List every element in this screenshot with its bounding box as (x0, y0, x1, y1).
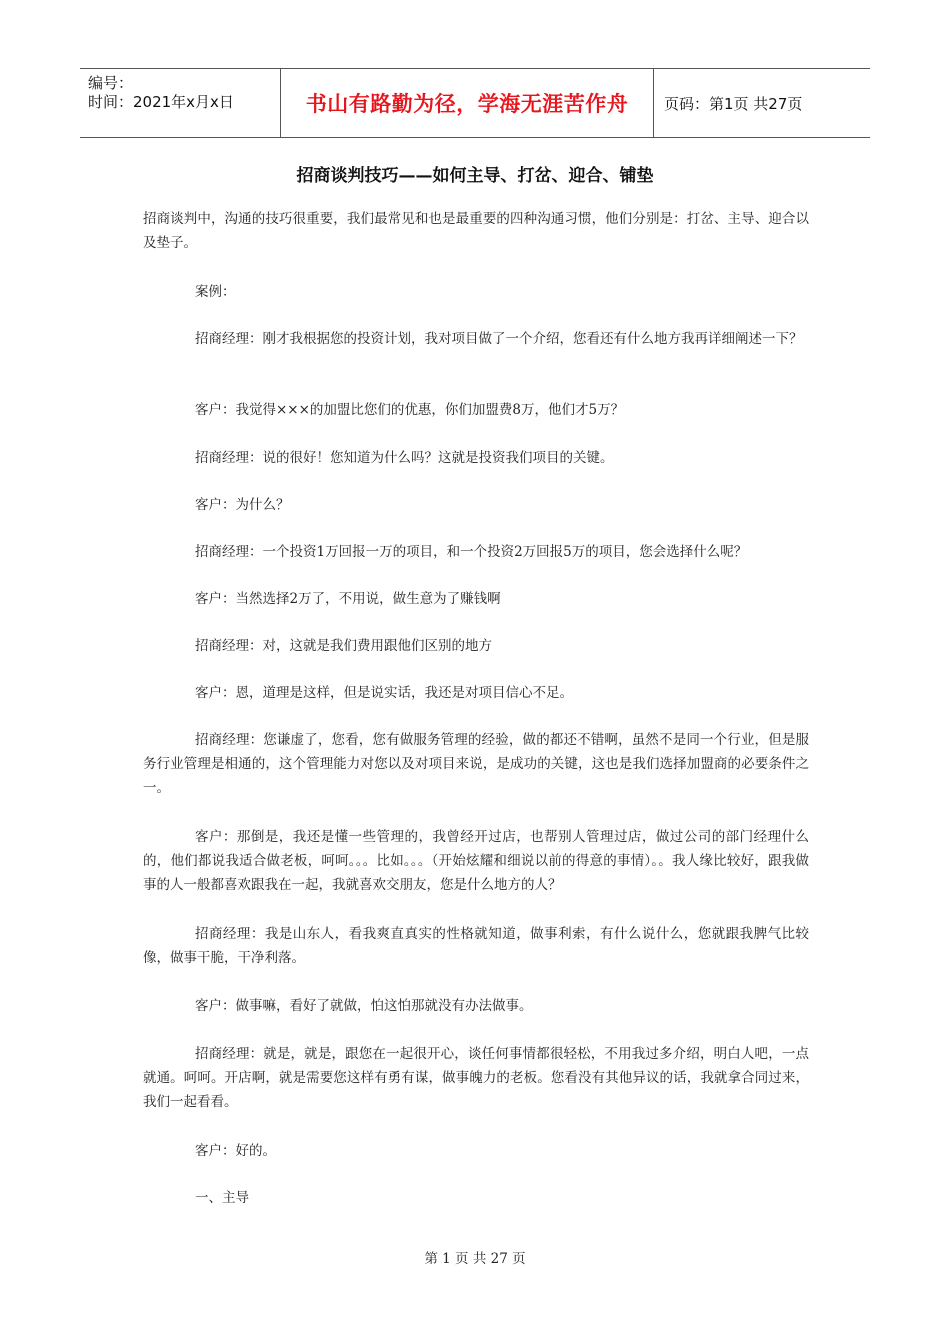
document-header (80, 68, 870, 138)
dialogue-paragraph: 客户：为什么？ (195, 497, 290, 513)
dialogue-paragraph: 招商经理：一个投资1万回报一万的项目，和一个投资2万回报5万的项目，您会选择什么呢？ (195, 544, 748, 560)
dialogue-paragraph: 招商经理：对，这就是我们费用跟他们区别的地方 (195, 638, 492, 654)
dialogue-paragraph: 招商经理：您谦虚了，您看，您有做服务管理的经验，做的都还不错啊，虽然不是同一个行业，但是服务行业管理是相通的，这个管理能力对您以及对项目来说，是成功的关键，这也是我们选择加盟商的必要条件之一。 (143, 732, 809, 796)
header-motto-cell (281, 69, 654, 137)
page-footer: 第 1 页 共 27 页 (424, 1251, 526, 1267)
dialogue-paragraph: 客户：那倒是，我还是懂一些管理的，我曾经开过店，也帮别人管理过店，做过公司的部门经理什么的，他们都说我适合做老板，呵呵。。。比如。。。（开始炫耀和细说以前的得意的事情）。。我人缘比较好，跟我做事的人一般都喜欢跟我在一起，我就喜欢交朋友，您是什么地方的人？ (143, 829, 809, 893)
dialogue-paragraph: 招商经理：刚才我根据您的投资计划，我对项目做了一个介绍，您看还有什么地方我再详细阐述一下？ (195, 331, 803, 347)
document-title: 招商谈判技巧——如何主导、打岔、迎合、铺垫 (296, 166, 654, 186)
dialogue-paragraph: 招商经理：说的很好！您知道为什么吗？这就是投资我们项目的关键。 (195, 450, 614, 466)
document-number-label: 编号： (88, 74, 134, 92)
header-meta-cell (80, 69, 281, 137)
dialogue-paragraph: 招商经理：我是山东人，看我爽直真实的性格就知道，做事利索，有什么说什么，您就跟我脾气比较像，做事干脆，干净利落。 (143, 926, 809, 966)
header-page-code: 页码：第1页 共27页 (664, 94, 803, 113)
document-date-label: 时间：2021年x月x日 (88, 93, 234, 111)
header-page-cell (654, 69, 870, 137)
case-heading: 案例： (195, 284, 236, 300)
dialogue-paragraph: 客户：好的。 (195, 1143, 276, 1159)
dialogue-paragraph: 招商经理：就是，就是，跟您在一起很开心，谈任何事情都很轻松，不用我过多介绍，明白人吧，一点就通。呵呵。开店啊，就是需要您这样有勇有谋，做事魄力的老板。您看没有其他异议的话，我就拿合同过来，我们一起看看。 (143, 1046, 809, 1110)
intro-paragraph: 招商谈判中，沟通的技巧很重要，我们最常见和也是最重要的四种沟通习惯，他们分别是：打岔、主导、迎合以及垫子。 (143, 211, 809, 251)
dialogue-paragraph: 客户：恩，道理是这样，但是说实话，我还是对项目信心不足。 (195, 685, 573, 701)
dialogue-paragraph: 客户：我觉得×××的加盟比您们的优惠，你们加盟费8万，他们才5万？ (195, 402, 625, 418)
header-motto: 书山有路勤为径，学海无涯苦作舟 (305, 92, 629, 116)
dialogue-paragraph: 客户：做事嘛，看好了就做，怕这怕那就没有办法做事。 (195, 998, 533, 1014)
dialogue-paragraph: 客户：当然选择2万了，不用说，做生意为了赚钱啊 (195, 591, 501, 607)
section-heading: 一、主导 (195, 1190, 249, 1206)
